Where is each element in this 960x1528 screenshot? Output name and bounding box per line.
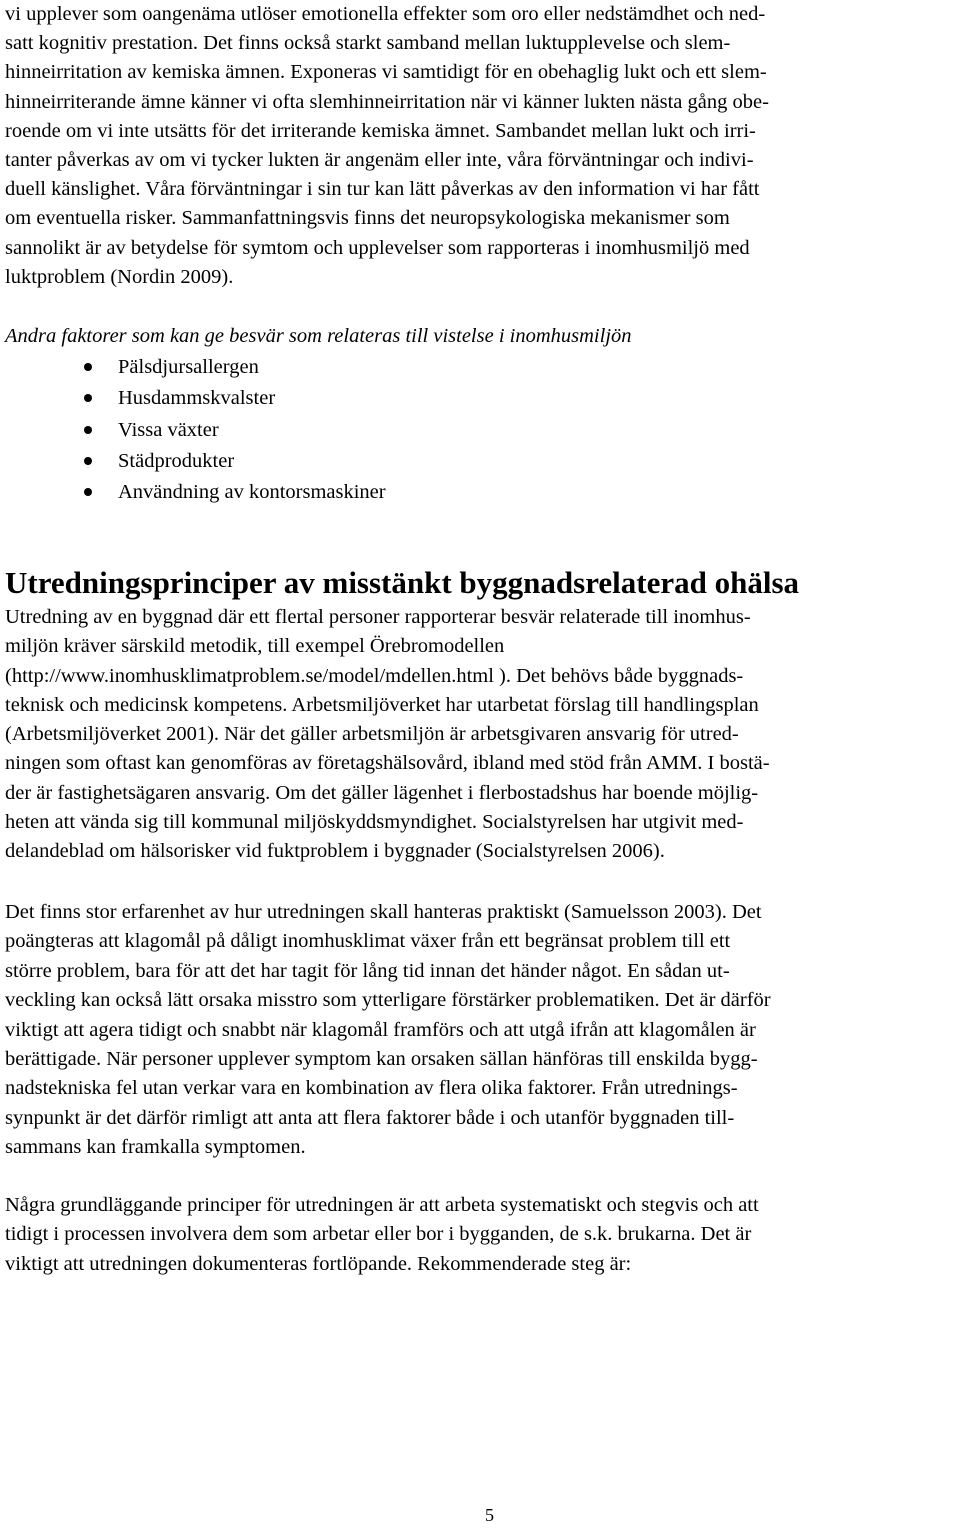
list-item-label: Städprodukter bbox=[118, 449, 235, 472]
page-number: 5 bbox=[485, 1505, 494, 1525]
paragraph-basic-principles bbox=[5, 1191, 759, 1279]
text-line: (Arbetsmiljöverket 2001). När det gäller arbetsmiljön är arbetsgivaren ansvarig för utred- bbox=[5, 723, 739, 746]
text-line: Det finns stor erfarenhet av hur utredningen skall hanteras praktiskt (Samuelsson 2003). Det bbox=[5, 901, 762, 923]
text-line: tidigt i processen involvera dem som arbetar eller bor i bygganden, de s.k. brukarna. Det är bbox=[5, 1223, 752, 1246]
text-line: större problem, bara för att det har tagit för lång tid innan det händer något. En sådan ut- bbox=[5, 959, 730, 982]
text-line: miljön kräver särskild metodik, till exempel Örebromodellen bbox=[5, 635, 505, 658]
bullet-icon bbox=[84, 394, 92, 402]
text-line: veckling kan också lätt orsaka misstro som ytterligare förstärker problematiken. Det är därför bbox=[5, 989, 771, 1012]
text-line: luktproblem (Nordin 2009). bbox=[5, 265, 234, 288]
text-line: berättigade. När personer upplever symptom kan orsaken sällan hänföras till enskilda bygg- bbox=[5, 1047, 758, 1070]
list-item bbox=[5, 352, 386, 383]
text-line: nadstekniska fel utan verkar vara en kombination av flera olika faktorer. Från utrednings- bbox=[5, 1077, 738, 1100]
text-line: heten att vända sig till kommunal miljöskyddsmyndighet. Socialstyrelsen har utgivit med- bbox=[5, 811, 744, 834]
paragraph-odor-effects bbox=[5, 0, 769, 292]
list-item-label: Vissa växter bbox=[118, 418, 219, 441]
text-line: sammans kan framkalla symptomen. bbox=[5, 1136, 306, 1159]
list-item bbox=[5, 477, 386, 508]
italic-subheading: Andra faktorer som kan ge besvär som relateras till vistelse i inomhusmiljön bbox=[5, 325, 632, 347]
text-line: delandeblad om hälsorisker vid fuktproblem i byggnader (Socialstyrelsen 2006). bbox=[5, 840, 665, 863]
text-line: om eventuella risker. Sammanfattningsvis finns det neuropsykologiska mekanismer som bbox=[5, 207, 730, 230]
text-line: viktigt att agera tidigt och snabbt när klagomål framförs och att utgå ifrån att klagomålen är bbox=[5, 1018, 756, 1041]
text-line: (http://www.inomhusklimatproblem.se/model/mdellen.html ). Det behövs både byggnads- bbox=[5, 664, 744, 687]
bullet-icon bbox=[84, 457, 92, 465]
text-line: hinneirriterande ämne känner vi ofta slemhinneirritation när vi känner lukten nästa gång obe- bbox=[5, 90, 769, 113]
text-line: roende om vi inte utsätts för det irriterande kemiska ämnet. Sambandet mellan lukt och irri- bbox=[5, 119, 756, 142]
bullet-icon bbox=[84, 426, 92, 434]
section-heading: Utredningsprinciper av misstänkt byggnadsrelaterad ohälsa bbox=[5, 565, 800, 600]
text-line: der är fastighetsägaren ansvarig. Om det gäller lägenhet i flerbostadshus har boende möjlig- bbox=[5, 781, 759, 804]
text-line: ningen som oftast kan genomföras av företagshälsovård, ibland med stöd från AMM. I bostä- bbox=[5, 752, 770, 775]
bullet-icon bbox=[84, 363, 92, 371]
paragraph-practical-experience bbox=[5, 898, 771, 1163]
list-item bbox=[5, 415, 386, 446]
text-line: vi upplever som oangenäma utlöser emotionella effekter som oro eller nedstämdhet och ned- bbox=[5, 3, 766, 25]
text-line: duell känslighet. Våra förväntningar i sin tur kan lätt påverkas av den information vi har fått bbox=[5, 178, 760, 201]
factors-bullet-list bbox=[5, 352, 386, 508]
paragraph-investigation-method bbox=[5, 603, 770, 867]
list-item-label: Användning av kontorsmaskiner bbox=[118, 481, 386, 504]
text-line: synpunkt är det därför rimligt att anta att flera faktorer både i och utanför byggnaden till- bbox=[5, 1106, 735, 1129]
text-line: satt kognitiv prestation. Det finns också starkt samband mellan luktupplevelse och slem- bbox=[5, 32, 731, 55]
text-line: sannolikt är av betydelse för symtom och upplevelser som rapporteras i inomhusmiljö med bbox=[5, 236, 750, 259]
text-line: hinneirritation av kemiska ämnen. Exponeras vi samtidigt för en obehaglig lukt och ett slem- bbox=[5, 61, 767, 84]
list-item bbox=[5, 446, 386, 477]
text-line: teknisk och medicinsk kompetens. Arbetsmiljöverket har utarbetat förslag till handlingsplan bbox=[5, 693, 759, 716]
text-line: viktigt att utredningen dokumenteras fortlöpande. Rekommenderade steg är: bbox=[5, 1252, 632, 1275]
text-line: Några grundläggande principer för utredningen är att arbeta systematiskt och stegvis och att bbox=[5, 1194, 759, 1216]
list-item-label: Husdammskvalster bbox=[118, 387, 276, 410]
text-line: Utredning av en byggnad där ett flertal personer rapporterar besvär relaterade till inomhus- bbox=[5, 606, 751, 628]
list-item-label: Pälsdjursallergen bbox=[118, 356, 259, 378]
text-line: tanter påverkas av om vi tycker lukten är angenäm eller inte, våra förväntningar och indivi- bbox=[5, 148, 754, 171]
bullet-icon bbox=[84, 488, 92, 496]
text-line: poängteras att klagomål på dåligt inomhusklimat växer från ett begränsat problem till ett bbox=[5, 930, 731, 953]
list-item bbox=[5, 383, 386, 414]
